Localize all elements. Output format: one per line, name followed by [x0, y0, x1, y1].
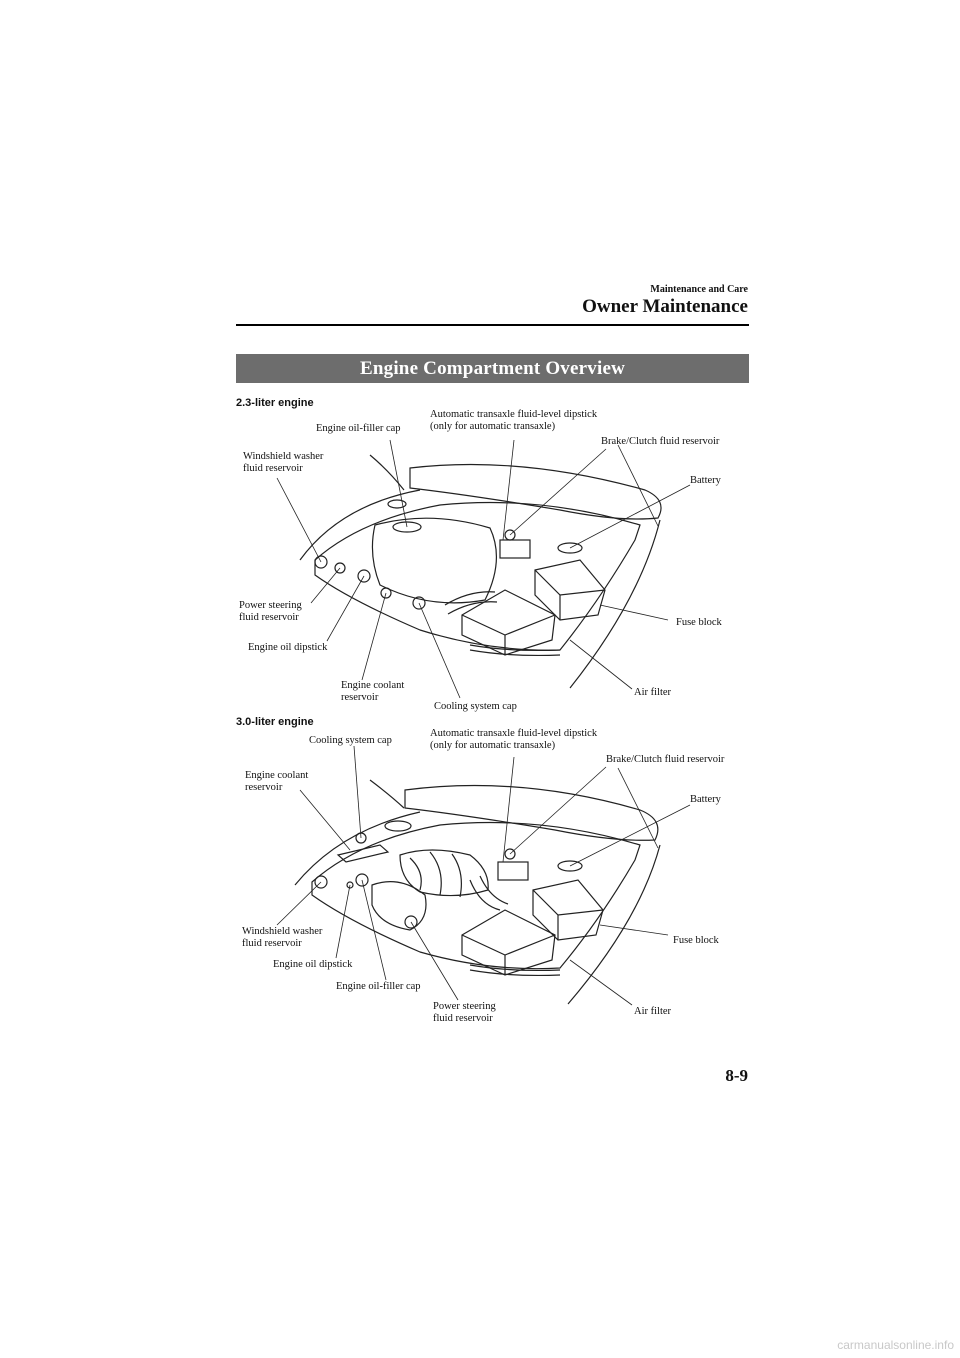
label-23-washer-reservoir: Windshield washer fluid reservoir [243, 451, 324, 474]
label-23-fuse-block: Fuse block [676, 617, 722, 628]
label-30-washer-reservoir: Windshield washer fluid reservoir [242, 926, 323, 949]
engine-23-heading: 2.3-liter engine [236, 397, 314, 409]
label-30-brake-clutch-reservoir: Brake/Clutch fluid reservoir [606, 754, 725, 765]
label-23-battery: Battery [690, 475, 721, 486]
label-30-power-steering: Power steering fluid reservoir [433, 1001, 496, 1024]
engine-30-heading: 3.0-liter engine [236, 716, 314, 728]
page-number: 8-9 [725, 1066, 748, 1085]
label-30-air-filter: Air filter [634, 1006, 672, 1017]
watermark: carmanualsonline.info [837, 1338, 954, 1352]
label-30-battery: Battery [690, 794, 721, 805]
label-23-brake-clutch-reservoir: Brake/Clutch fluid reservoir [601, 436, 720, 447]
section-heading: Maintenance and Care [650, 284, 748, 295]
label-23-oil-filler-cap: Engine oil-filler cap [316, 423, 401, 434]
label-30-fuse-block: Fuse block [673, 935, 719, 946]
label-23-oil-dipstick: Engine oil dipstick [248, 642, 328, 653]
label-30-oil-filler-cap: Engine oil-filler cap [336, 981, 421, 992]
label-23-cooling-cap: Cooling system cap [434, 701, 517, 712]
label-23-atf-dipstick: Automatic transaxle fluid-level dipstick (only for automatic transaxle) [430, 409, 598, 432]
section-banner: Engine Compartment Overview [236, 354, 749, 383]
label-23-coolant-reservoir: Engine coolant reservoir [341, 680, 405, 703]
label-23-power-steering: Power steering fluid reservoir [239, 600, 302, 623]
label-23-air-filter: Air filter [634, 687, 672, 698]
label-30-cooling-cap: Cooling system cap [309, 735, 392, 746]
label-30-coolant-reservoir: Engine coolant reservoir [245, 770, 309, 793]
label-30-oil-dipstick: Engine oil dipstick [273, 959, 353, 970]
page-title: Owner Maintenance [582, 296, 748, 317]
label-30-atf-dipstick: Automatic transaxle fluid-level dipstick (only for automatic transaxle) [430, 728, 598, 751]
